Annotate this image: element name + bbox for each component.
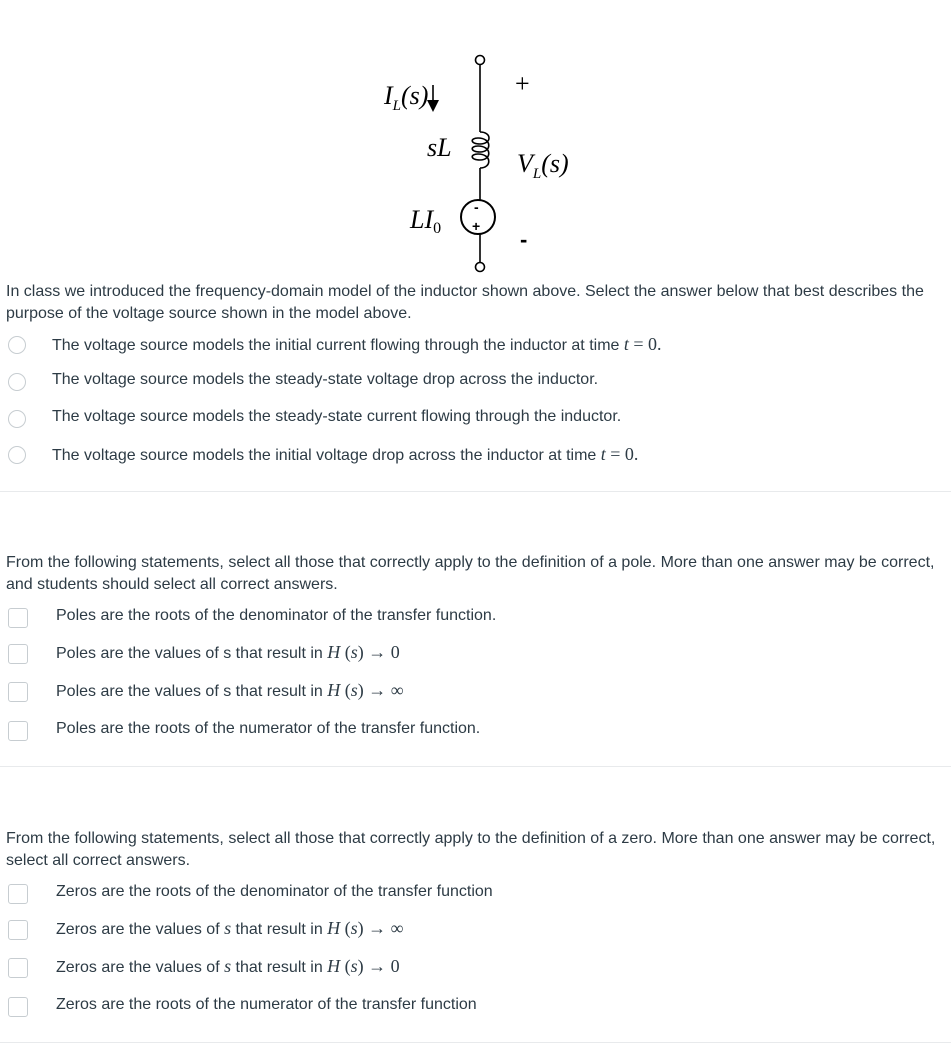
- inductor-circuit-diagram: [370, 50, 610, 275]
- q3-option-3-label: Zeros are the values of s that result in H (s) → 0: [56, 956, 400, 976]
- q3-checkbox-2[interactable]: [8, 920, 28, 940]
- q3-option-1-label: Zeros are the roots of the denominator of the transfer function: [56, 883, 493, 900]
- q2-checkbox-1[interactable]: [8, 608, 28, 628]
- current-label: $I_L(s)$: [384, 81, 429, 114]
- divider-1: [0, 491, 951, 492]
- q1-radio-2[interactable]: [8, 373, 26, 391]
- question-2-text: From the following statements, select all those that correctly apply to the definition of a pole. More than one answer may be correct, and students should select all correct answers.: [6, 554, 935, 593]
- q2-option-4-label: Poles are the roots of the numerator of the transfer function.: [56, 720, 481, 737]
- minus-label: -: [520, 227, 528, 252]
- question-1-text: In class we introduced the frequency-domain model of the inductor shown above. Select the answer below that best describes the purpose of the voltage source shown in the model above.: [6, 283, 924, 322]
- q2-checkbox-4[interactable]: [8, 721, 28, 741]
- top-terminal: [476, 56, 485, 65]
- q3-option-4-label: Zeros are the roots of the numerator of the transfer function: [56, 996, 477, 1013]
- q2-option-1-label: Poles are the roots of the denominator of the transfer function.: [56, 607, 497, 624]
- q1-option-4-label: The voltage source models the initial voltage drop across the inductor at time t = 0.: [52, 444, 639, 464]
- voltage-label: $V_L(s)$: [517, 149, 569, 182]
- q1-radio-1[interactable]: [8, 336, 26, 354]
- bottom-terminal: [476, 263, 485, 272]
- q1-option-3-label: The voltage source models the steady-state current flowing through the inductor.: [52, 408, 622, 425]
- q2-option-3-label: Poles are the values of s that result in H (s) → ∞: [56, 680, 404, 700]
- source-label: LI0: [410, 205, 442, 237]
- q2-checkbox-3[interactable]: [8, 682, 28, 702]
- q3-checkbox-3[interactable]: [8, 958, 28, 978]
- source-minus-sign: -: [474, 199, 479, 215]
- q2-checkbox-2[interactable]: [8, 644, 28, 664]
- q1-option-2-label: The voltage source models the steady-state voltage drop across the inductor.: [52, 371, 599, 388]
- inductor-coil: [472, 132, 489, 168]
- q3-checkbox-1[interactable]: [8, 884, 28, 904]
- q1-radio-3[interactable]: [8, 410, 26, 428]
- source-plus-sign: +: [472, 218, 481, 234]
- question-3-text: From the following statements, select all those that correctly apply to the definition of a zero. More than one answer may be correct, select all correct answers.: [6, 830, 936, 869]
- divider-3: [0, 1042, 951, 1043]
- q1-option-1-label: The voltage source models the initial current flowing through the inductor at time t = 0.: [52, 334, 662, 354]
- inductor-label: sL: [427, 133, 452, 162]
- q3-option-2-label: Zeros are the values of s that result in H (s) → ∞: [56, 918, 404, 938]
- divider-2: [0, 766, 951, 767]
- current-arrow-head: [427, 100, 439, 112]
- plus-label: +: [515, 69, 530, 98]
- q2-option-2-label: Poles are the values of s that result in H (s) → 0: [56, 642, 400, 662]
- q1-radio-4[interactable]: [8, 446, 26, 464]
- q3-checkbox-4[interactable]: [8, 997, 28, 1017]
